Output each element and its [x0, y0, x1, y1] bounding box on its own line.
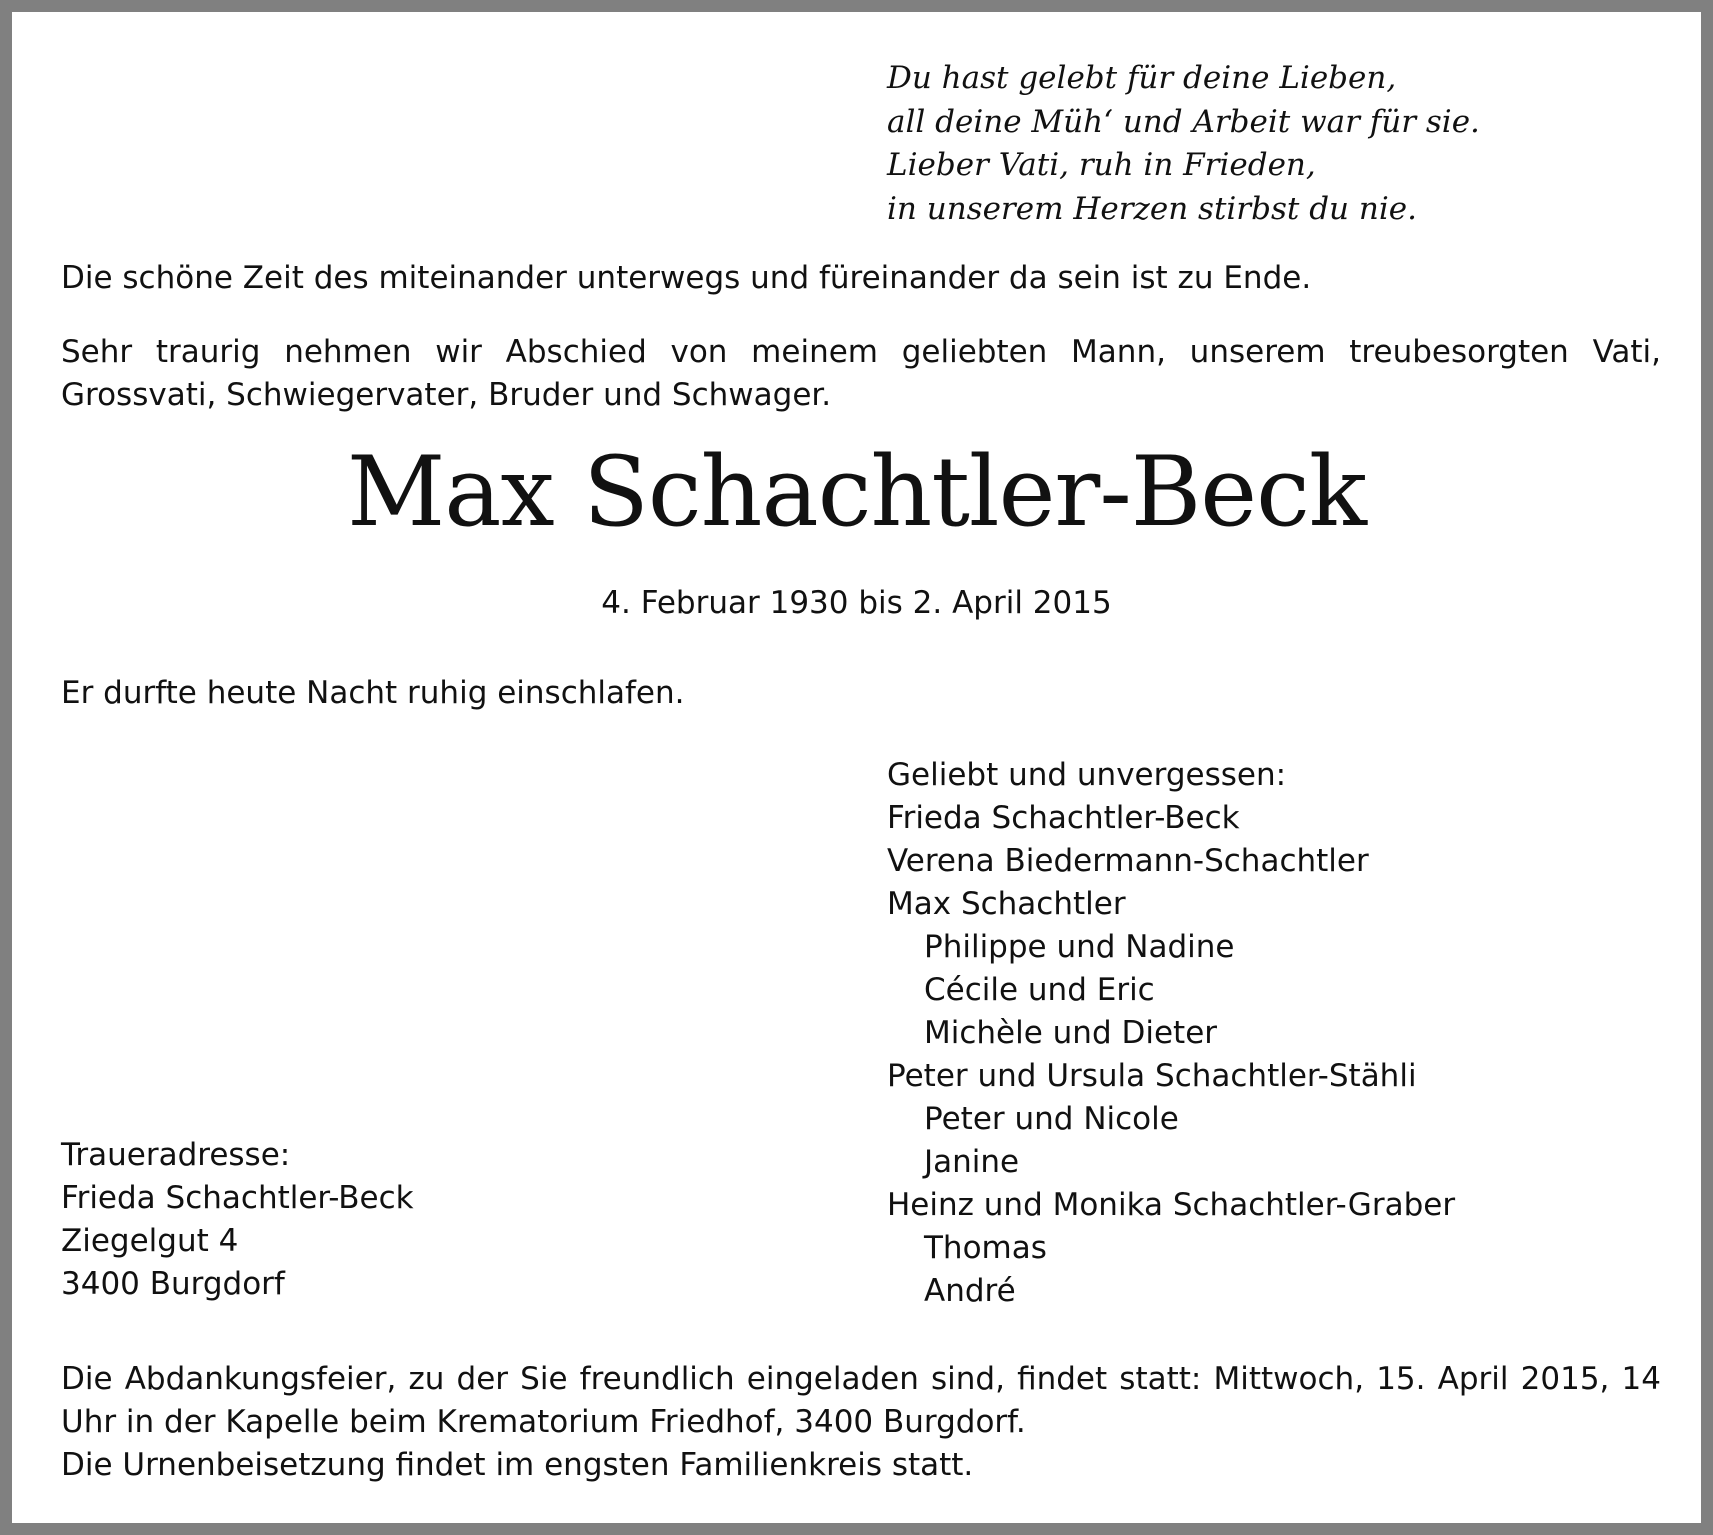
poem-line: all deine Müh‘ und Arbeit war für sie.	[887, 103, 1480, 140]
mourners-heading: Geliebt und unvergessen:	[887, 757, 1287, 793]
life-dates: 4. Februar 1930 bis 2. April 2015	[601, 585, 1112, 621]
mourner-entry: Thomas	[924, 1230, 1047, 1266]
mourner-entry: Heinz und Monika Schachtler-Graber	[887, 1187, 1456, 1223]
mourner-entry: Verena Biedermann-Schachtler	[887, 843, 1369, 879]
mourner-entry: Peter und Nicole	[924, 1101, 1179, 1137]
address-street: Ziegelgut 4	[61, 1223, 239, 1259]
address-name: Frieda Schachtler-Beck	[61, 1180, 414, 1216]
mourning-address	[61, 1134, 414, 1306]
mourner-entry: André	[924, 1273, 1016, 1309]
farewell-paragraph: Sehr traurig nehmen wir Abschied von meinem geliebten Mann, unserem treubesorgten Vati, Grossvati, Schwiegervater, Bruder und Schwager.	[61, 334, 1661, 413]
poem-line: Lieber Vati, ruh in Frieden,	[887, 147, 1316, 183]
mourner-entry: Peter und Ursula Schachtler-Stähli	[887, 1058, 1417, 1094]
intro-sentence: Die schöne Zeit des miteinander unterwegs und füreinander da sein ist zu Ende.	[61, 260, 1312, 296]
mourners-list	[887, 754, 1455, 1313]
deceased-name: Max Schachtler-Beck	[346, 436, 1367, 548]
address-city: 3400 Burgdorf	[61, 1266, 285, 1302]
mourner-entry: Max Schachtler	[887, 886, 1126, 922]
burial-note: Die Urnenbeisetzung findet im engsten Familienkreis statt.	[61, 1447, 974, 1483]
ceremony-details: Die Abdankungsfeier, zu der Sie freundlich eingeladen sind, findet statt: Mittwoch, 15. April 2015, 14 Uhr in der Kapelle beim Krematorium Friedhof, 3400 Burgdorf.	[61, 1361, 1661, 1440]
memorial-poem	[887, 57, 1480, 231]
mourner-entry: Philippe und Nadine	[924, 929, 1235, 965]
poem-line: in unserem Herzen stirbst du nie.	[887, 190, 1417, 227]
mourner-entry: Cécile und Eric	[924, 972, 1155, 1008]
mourner-entry: Janine	[924, 1144, 1020, 1180]
passing-note: Er durfte heute Nacht ruhig einschlafen.	[61, 675, 685, 711]
address-label: Traueradresse:	[61, 1137, 291, 1173]
mourner-entry: Frieda Schachtler-Beck	[887, 800, 1240, 836]
obituary-notice	[12, 12, 1701, 1523]
poem-line: Du hast gelebt für deine Lieben,	[887, 60, 1397, 96]
mourner-entry: Michèle und Dieter	[924, 1015, 1218, 1051]
